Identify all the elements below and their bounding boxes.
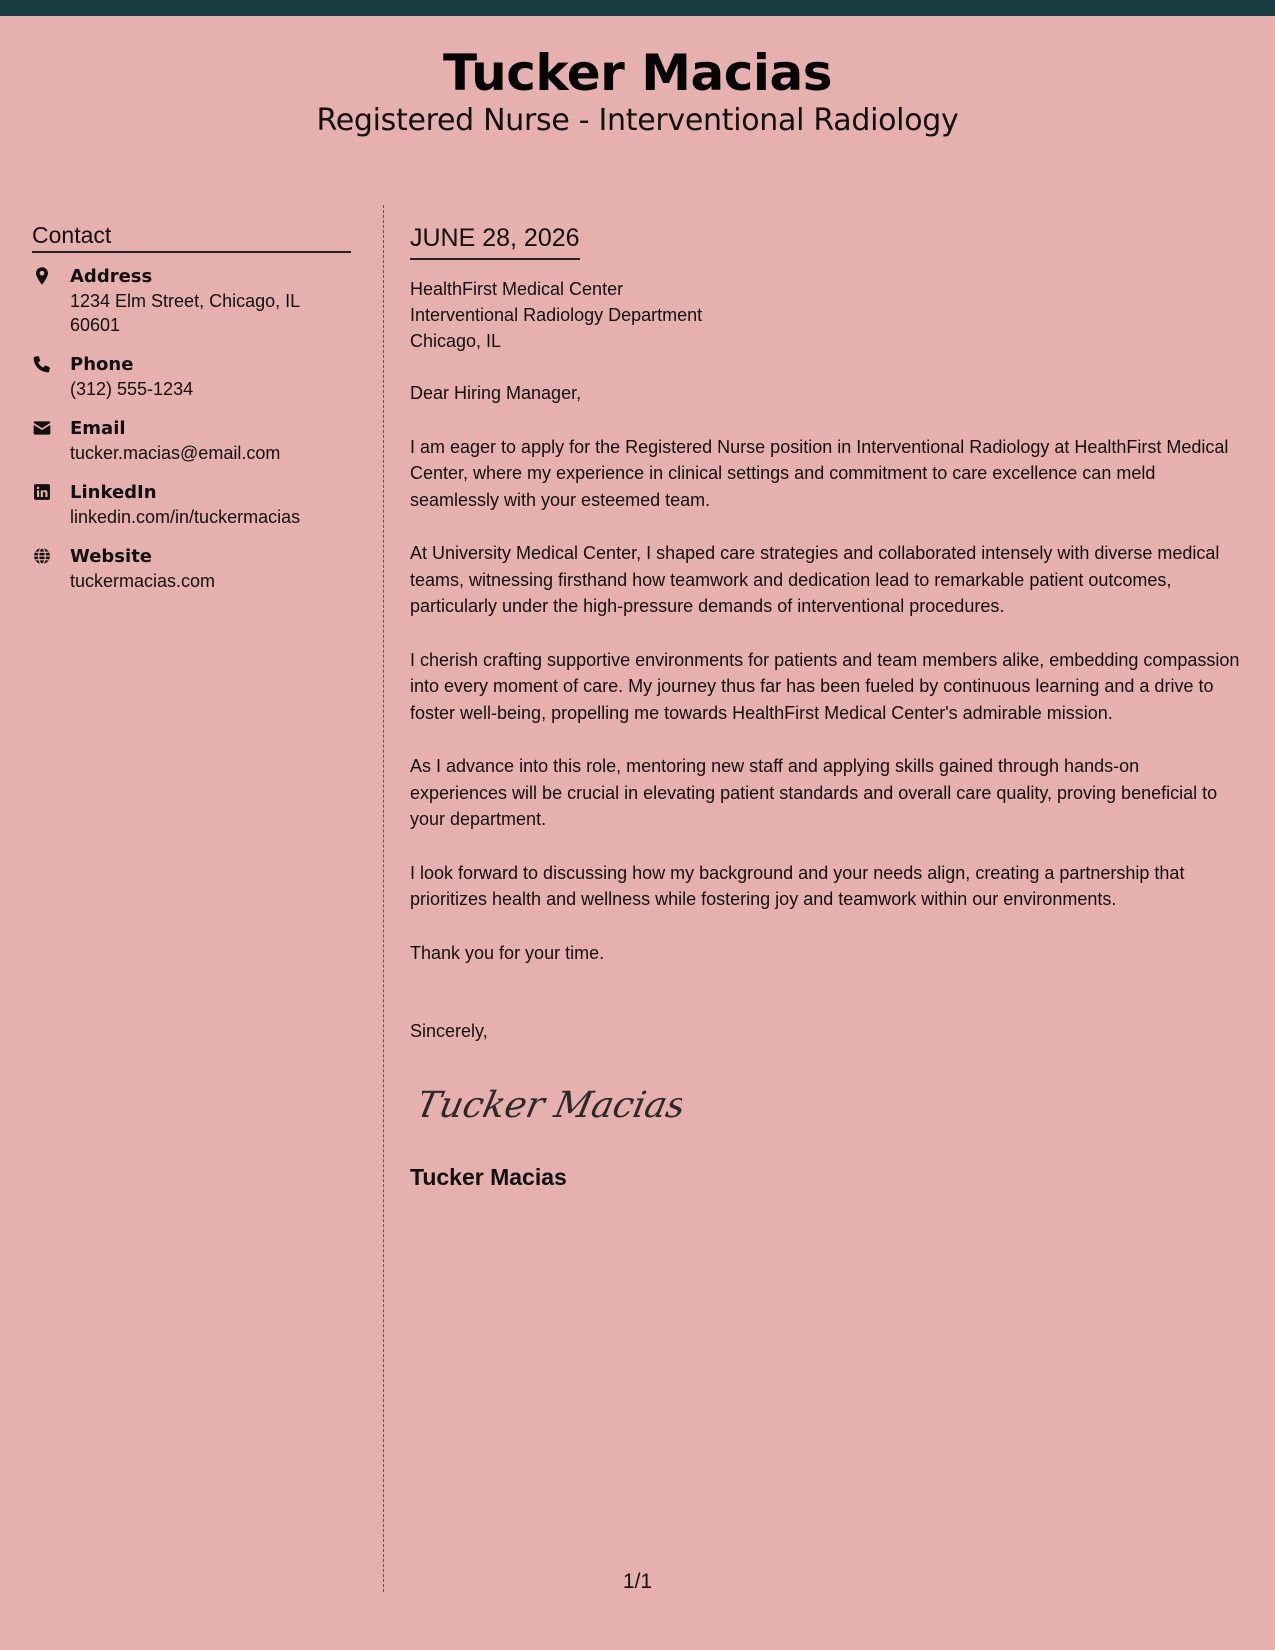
contact-item-linkedin	[32, 481, 351, 529]
body-paragraph: I cherish crafting supportive environments for patients and team members alike, embedding compassion into every moment of care. My journey thus far has been fueled by continuous learning and a drive to foster well-being, propelling me towards HealthFirst Medical Center's admirable mission.	[410, 649, 1240, 723]
contact-item-website	[32, 545, 351, 593]
salutation: Dear Hiring Manager,	[410, 383, 582, 403]
signature-script: Tucker Macias	[422, 1082, 682, 1126]
thank-you-line: Thank you for your time.	[410, 942, 605, 963]
recipient-block	[410, 276, 1240, 354]
contact-label: Phone	[70, 354, 134, 375]
contact-item-phone	[32, 353, 351, 401]
contact-item-email	[32, 417, 351, 465]
recipient-line: Chicago, IL	[410, 331, 502, 351]
globe-icon	[32, 546, 52, 566]
body-paragraph: I look forward to discussing how my background and your needs align, creating a partnership that prioritizes health and wellness while fostering joy and teamwork within our environments.	[410, 862, 1185, 909]
contact-label: Email	[70, 418, 126, 439]
contact-value: tucker.macias@email.com	[70, 443, 281, 463]
applicant-name: Tucker Macias	[442, 44, 832, 102]
signer-name: Tucker Macias	[410, 1164, 567, 1190]
contact-value: (312) 555-1234	[70, 379, 194, 399]
phone-icon	[32, 354, 52, 374]
applicant-title: Registered Nurse - Interventional Radiology	[316, 103, 959, 138]
letter-date: JUNE 28, 2026	[410, 220, 580, 260]
letter-body	[410, 220, 1240, 1192]
contact-label: Website	[70, 546, 153, 567]
contact-item-address	[32, 265, 351, 337]
top-accent-bar	[0, 0, 1275, 16]
body-paragraph: At University Medical Center, I shaped care strategies and collaborated intensely with diverse medical teams, witnessing firsthand how teamwork and dedication lead to remarkable patient outcomes, particularly under the high-pressure demands of interventional procedures.	[410, 543, 1220, 616]
contact-sidebar	[32, 220, 351, 609]
contact-value: 1234 Elm Street, Chicago, IL 60601	[70, 291, 300, 335]
envelope-icon	[32, 418, 52, 438]
page-header	[0, 16, 1275, 155]
column-divider	[383, 205, 384, 1592]
handwritten-signature	[422, 1059, 682, 1149]
contact-value: tuckermacias.com	[70, 571, 216, 591]
contact-label: LinkedIn	[70, 482, 157, 503]
body-paragraph: I am eager to apply for the Registered Nurse position in Interventional Radiology at HealthFirst Medical Center, where my experience in clinical settings and commitment to care excellence can meld seamlessly with your esteemed team.	[410, 436, 1229, 510]
contact-label: Address	[70, 266, 153, 287]
body-paragraph: As I advance into this role, mentoring new staff and applying skills gained through hands-on experiences will be crucial in elevating patient standards and overall care quality, proving beneficial to your department.	[410, 756, 1218, 829]
recipient-line: Interventional Radiology Department	[410, 305, 703, 325]
map-pin-icon	[32, 266, 52, 286]
contact-heading: Contact	[32, 220, 351, 253]
closing: Sincerely,	[410, 1021, 488, 1041]
page-number: 1/1	[622, 1570, 653, 1593]
recipient-line: HealthFirst Medical Center	[410, 279, 624, 299]
contact-value: linkedin.com/in/tuckermacias	[70, 507, 301, 527]
linkedin-icon	[32, 482, 52, 502]
